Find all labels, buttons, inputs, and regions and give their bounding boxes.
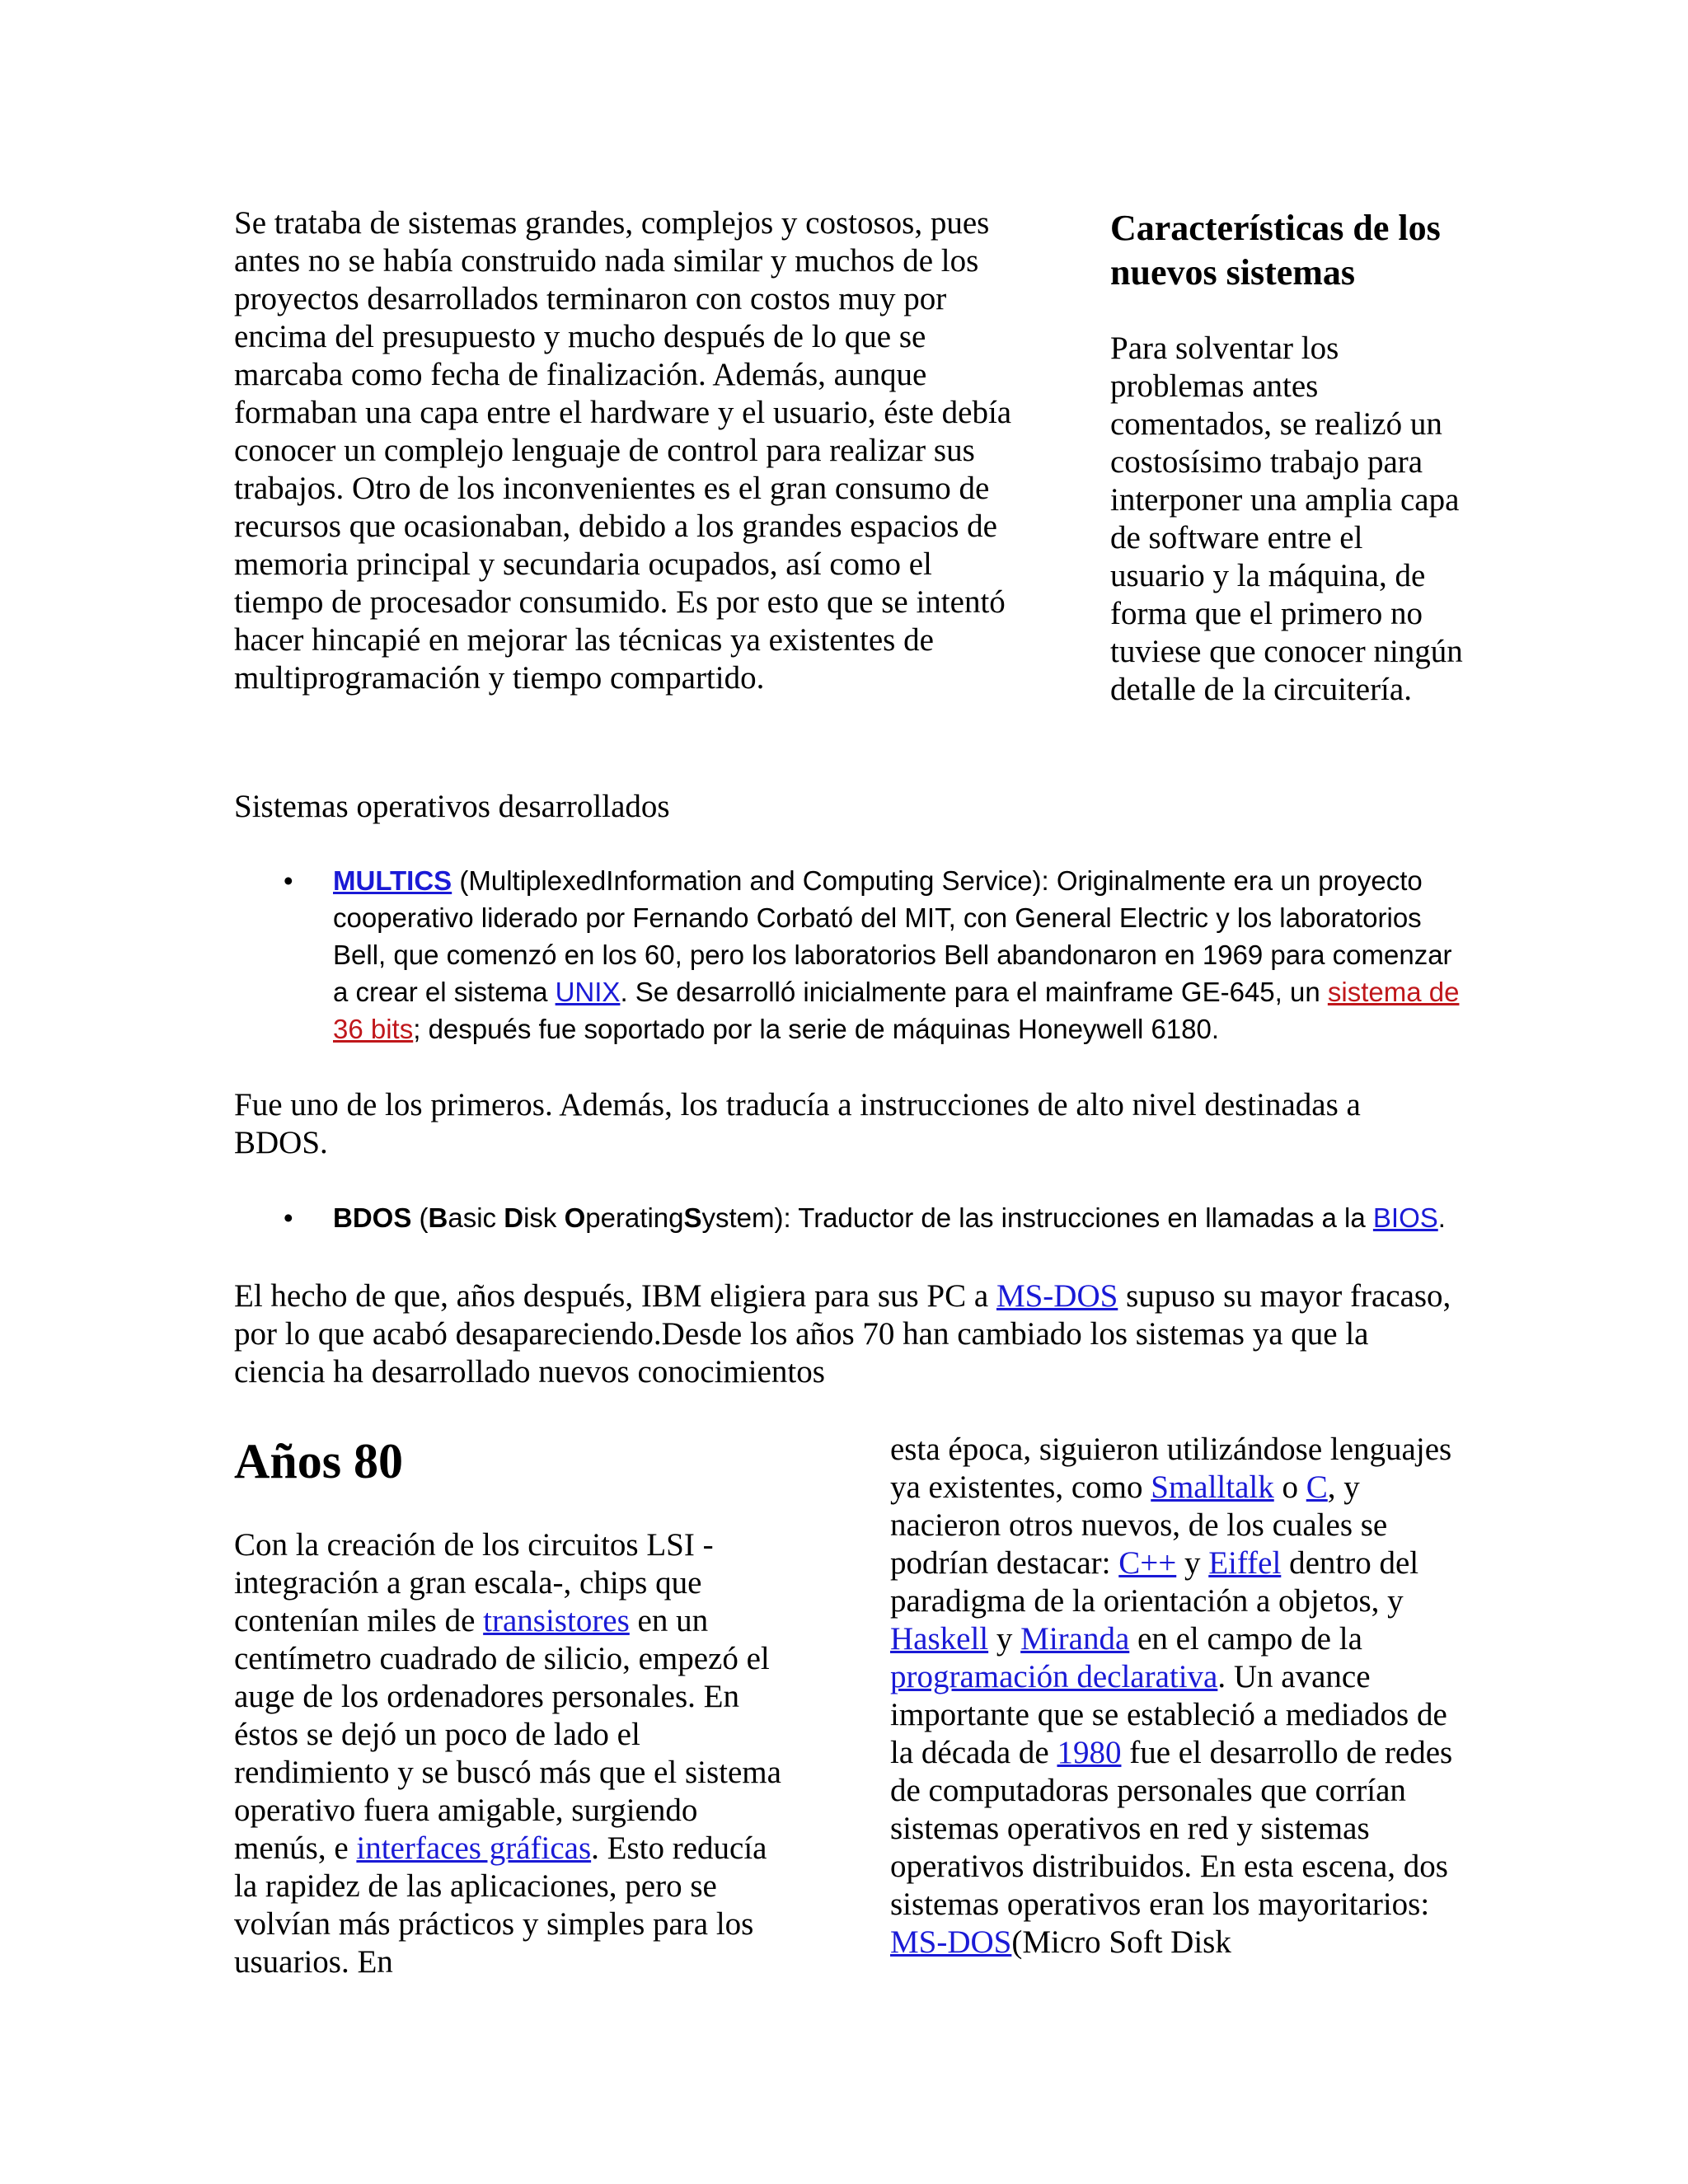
link-1980[interactable]: 1980 <box>1057 1735 1122 1770</box>
link-programacion-declarativa[interactable]: programación declarativa <box>890 1659 1218 1694</box>
link-bios[interactable]: BIOS <box>1372 1202 1438 1233</box>
right-text-9: fue el desarrollo de redes de computadoras personales que corrían sistemas operativos en red y sistemas operativos distribuidos. En esta escena, dos sistemas operativos eran los mayoritarios: <box>890 1735 1453 1922</box>
link-multics[interactable]: MULTICS <box>333 865 452 896</box>
bdos-letter-b: B <box>428 1202 448 1233</box>
link-eiffel[interactable]: Eiffel <box>1208 1545 1282 1581</box>
link-cpp[interactable]: C++ <box>1118 1545 1177 1581</box>
sidebar-body: Para solventar los problemas antes comentados, se realizó un costosísimo trabajo para interponer una amplia capa de software entre el usuario y la máquina, de forma que el primero no tuviese que conocer ningún detalle de la circuitería. <box>1110 330 1463 707</box>
heading-anos-80: Años 80 <box>234 1434 404 1488</box>
bdos-paren: ( <box>411 1202 429 1233</box>
multics-text-3: ; después fue soportado por la serie de máquinas Honeywell 6180. <box>413 1014 1220 1044</box>
left-text-2: en un centímetro cuadrado de silicio, empezó el auge de los ordenadores personales. En éstos se dejó un poco de lado el rendimiento y se buscó más que el sistema operativo fuera amigable, surgiendo menús, e <box>234 1603 781 1866</box>
bdos-ystem: ystem): Traductor de las instrucciones en llamadas a la <box>701 1202 1373 1233</box>
link-interfaces-graficas[interactable]: interfaces gráficas <box>356 1830 592 1866</box>
list-item-bdos <box>234 1199 1462 1236</box>
bdos-letter-d: D <box>504 1202 524 1233</box>
link-unix[interactable]: UNIX <box>555 977 621 1007</box>
link-miranda[interactable]: Miranda <box>1020 1621 1130 1657</box>
bdos-letter-o: O <box>564 1202 586 1233</box>
intro-paragraph: Se trataba de sistemas grandes, complejos y costosos, pues antes no se había construido nada similar y muchos de los proyectos desarrollados terminaron con costos muy por encima del presupuesto y mucho después de lo que se marcaba como fecha de finalización. Además, aunque formaban una capa entre el hardware y el usuario, éste debía conocer un complejo lenguaje de control para realizar sus trabajos. Otro de los inconvenientes es el gran consumo de recursos que ocasionaban, debido a los grandes espacios de memoria principal y secundaria ocupados, así como el tiempo de procesador consumido. Es por esto que se intentó hacer hincapié en mejorar las técnicas ya existentes de multiprogramación y tiempo compartido. <box>234 205 1012 696</box>
link-ms-dos[interactable]: MS-DOS <box>996 1278 1118 1314</box>
left-text-3: . Esto reducía la rapidez de las aplicaciones, pero se volvían más prácticos y simples para los usuarios. En <box>234 1830 767 1980</box>
link-smalltalk[interactable]: Smalltalk <box>1151 1469 1274 1505</box>
multics-text-2: . Se desarrolló inicialmente para el mainframe GE-645, un <box>620 977 1328 1007</box>
bdos-term: BDOS <box>333 1202 412 1233</box>
multics-text-1: (MultiplexedInformation and Computing Service): Originalmente era un proyecto cooperativo liderado por Fernando Corbató del MIT, con General Electric y los laboratorios Bell, que comenzó en los 60, pero los laboratorios Bell abandonaron en 1969 para comenzar a crear el sistema <box>333 865 1452 1007</box>
section-label: Sistemas operativos desarrollados <box>234 789 670 824</box>
right-text-6: y <box>988 1621 1021 1657</box>
bdos-list <box>234 1199 1462 1236</box>
anos-80-right-column <box>890 1431 1459 1961</box>
bullet-icon: • <box>284 865 293 896</box>
right-text-10: (Micro Soft Disk <box>1011 1924 1231 1960</box>
link-ms-dos-2[interactable]: MS-DOS <box>890 1924 1012 1960</box>
right-text-2: o <box>1273 1469 1306 1505</box>
right-text-1: esta época, siguieron utilizándose lenguajes ya existentes, como <box>890 1432 1452 1505</box>
os-list <box>234 862 1462 1047</box>
left-text-1: Con la creación de los circuitos LSI -integración a gran escala-, chips que contenían miles de <box>234 1527 714 1638</box>
msdos-paragraph <box>234 1277 1454 1391</box>
bdos-isk: isk <box>523 1202 565 1233</box>
link-36-bits[interactable]: sistema de 36 bits <box>333 977 1460 1044</box>
bdos-end: . <box>1437 1202 1446 1233</box>
bdos-paragraph: Fue uno de los primeros. Además, los traducía a instrucciones de alto nivel destinadas a BDOS. <box>234 1087 1361 1160</box>
msdos-text-2: supuso su mayor fracaso, por lo que acabó desapareciendo.Desde los años 70 han cambiado los sistemas ya que la ciencia ha desarrollado nuevos conocimientos <box>234 1278 1451 1390</box>
anos-80-left-column <box>234 1526 795 1981</box>
link-transistores[interactable]: transistores <box>483 1603 630 1638</box>
right-text-8: . Un avance importante que se estableció a mediados de la década de <box>890 1659 1447 1770</box>
right-text-4: y <box>1176 1545 1209 1581</box>
link-c[interactable]: C <box>1306 1469 1328 1505</box>
right-text-5: dentro del paradigma de la orientación a objetos, y <box>890 1545 1419 1619</box>
bdos-perating: perating <box>585 1202 684 1233</box>
msdos-text-1: El hecho de que, años después, IBM eligiera para sus PC a <box>234 1278 996 1314</box>
bdos-letter-s: S <box>683 1202 702 1233</box>
right-text-7: en el campo de la <box>1129 1621 1362 1657</box>
bullet-icon: • <box>284 1202 293 1233</box>
list-item-multics <box>234 862 1462 1047</box>
sidebar-heading: Características de los nuevos sistemas <box>1110 208 1441 293</box>
right-text-3: , y nacieron otros nuevos, de los cuales se podrían destacar: <box>890 1469 1388 1581</box>
bdos-asic: asic <box>448 1202 504 1233</box>
link-haskell[interactable]: Haskell <box>890 1621 989 1657</box>
